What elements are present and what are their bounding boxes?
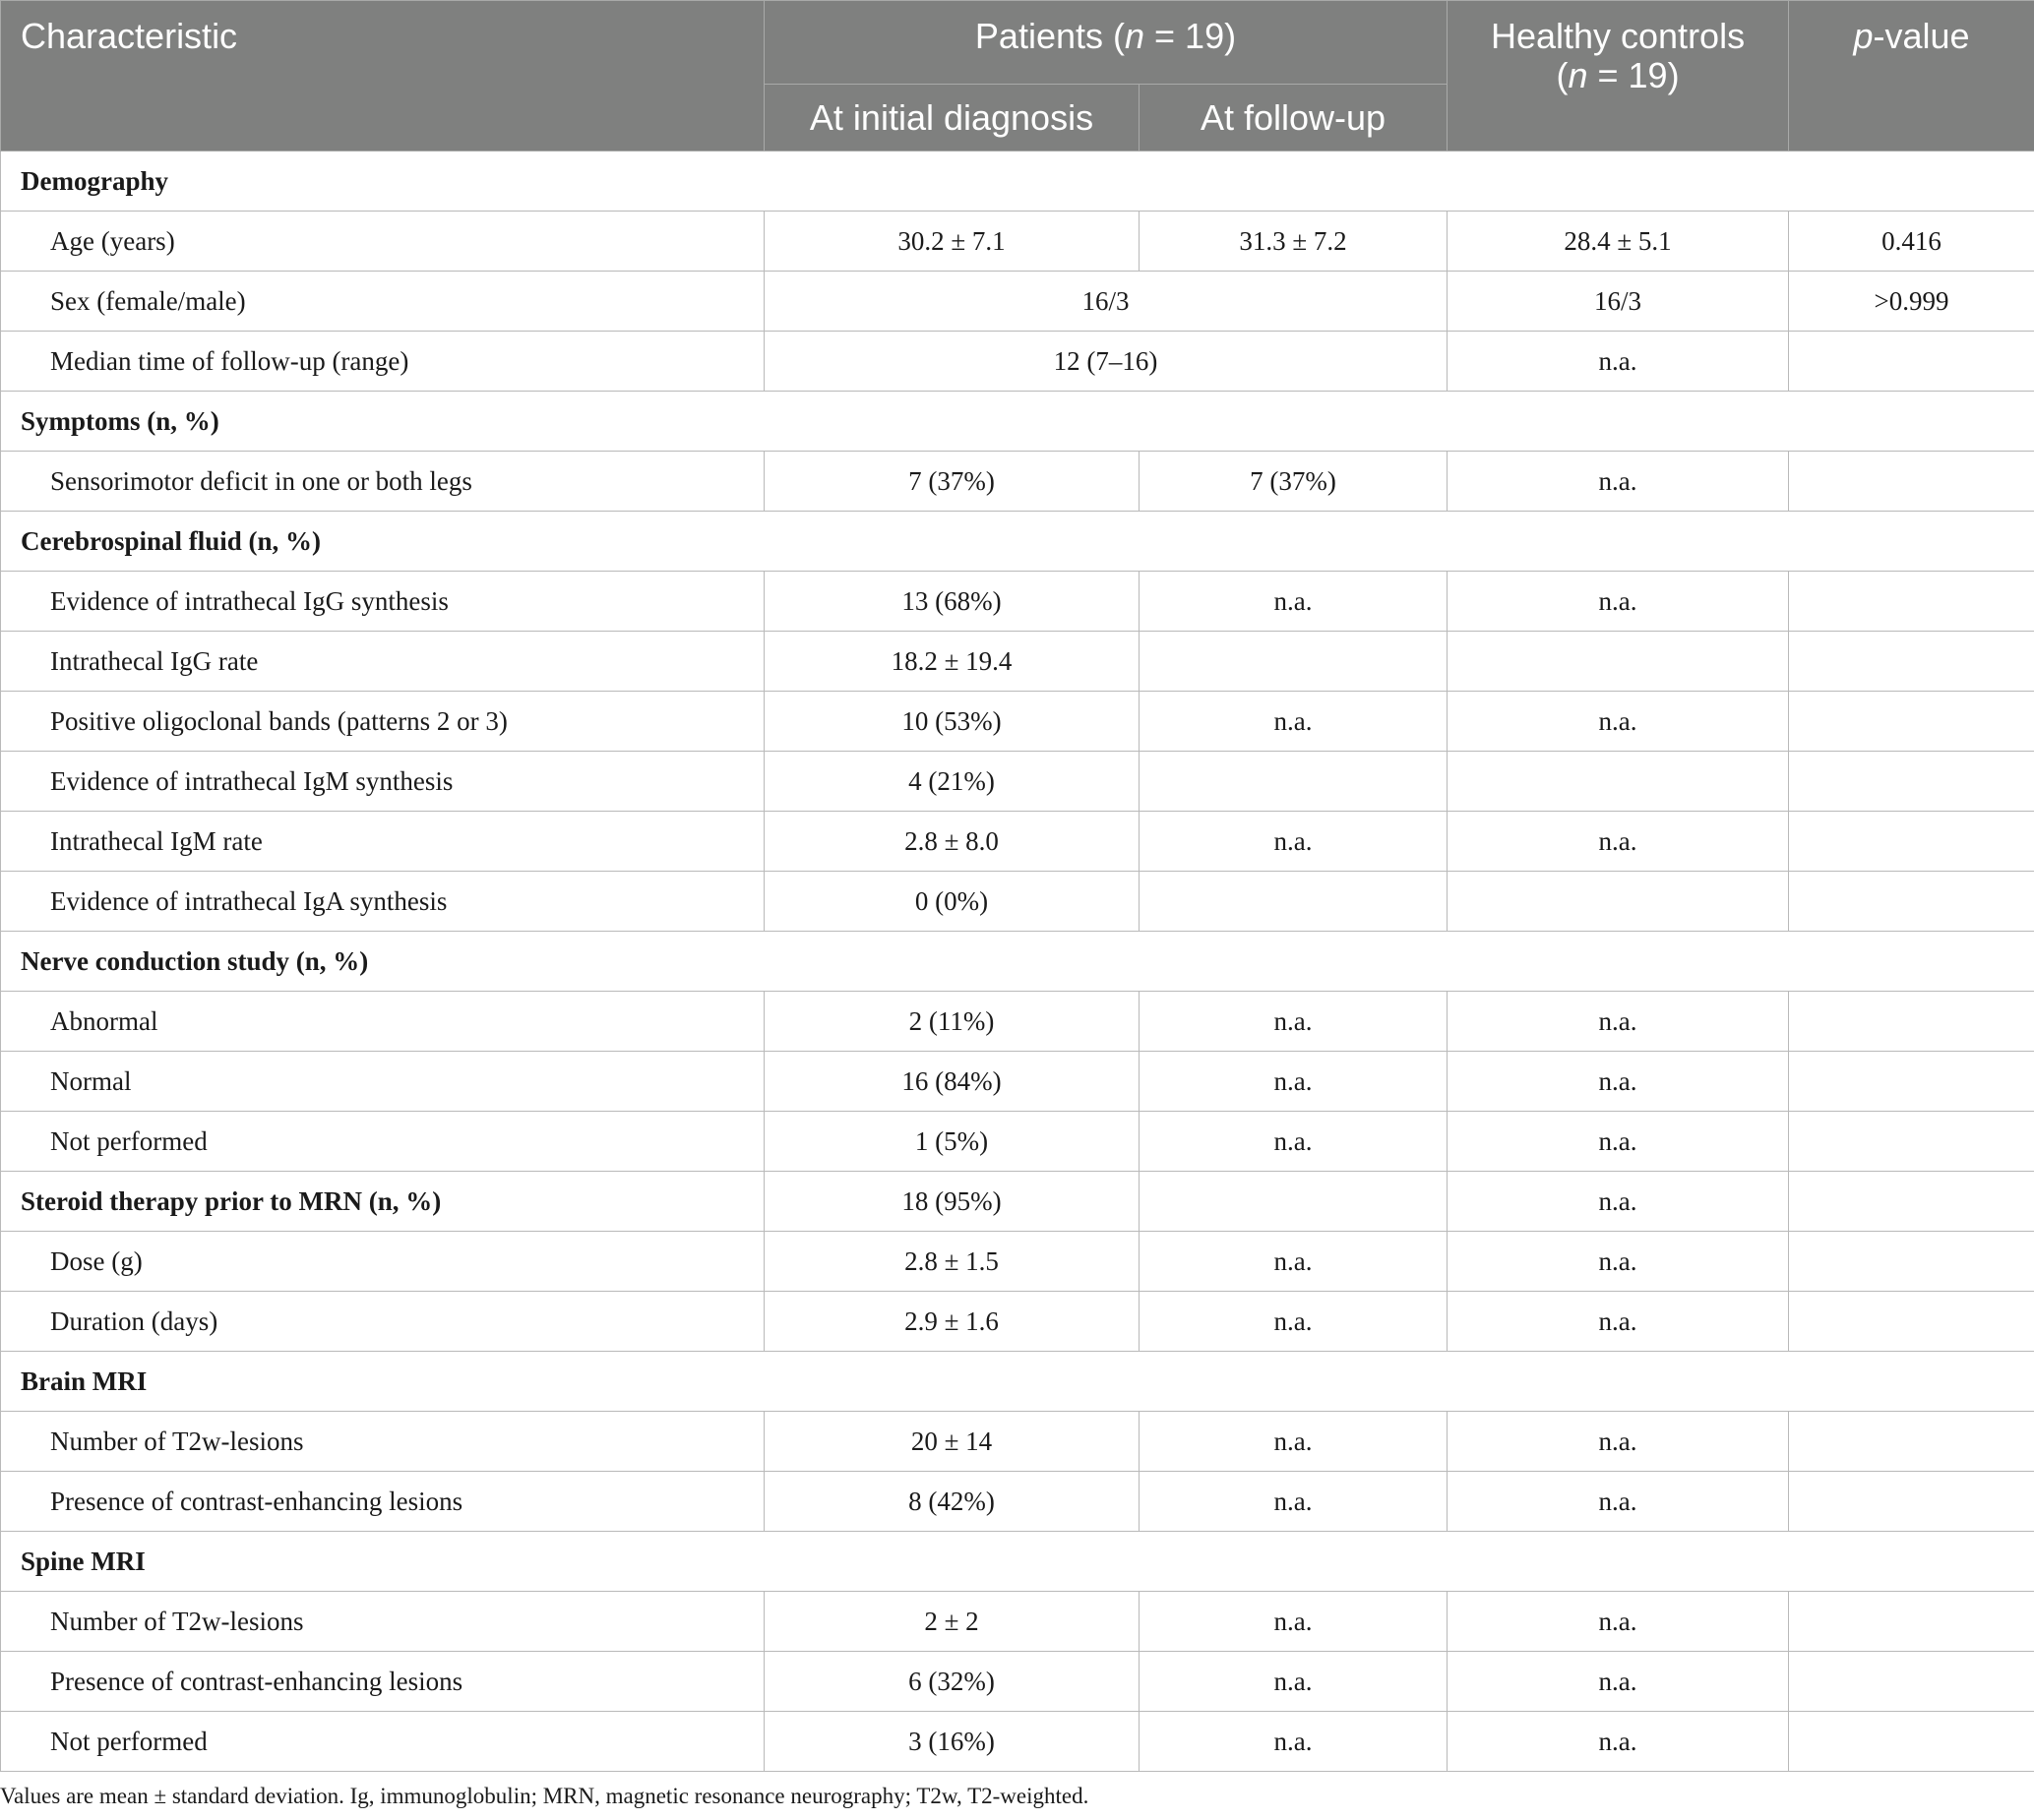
cell-p-value (1789, 632, 2034, 692)
header-controls-n: n (1568, 55, 1588, 95)
cell-follow-up: 31.3 ± 7.2 (1140, 212, 1448, 272)
section-row (1, 1532, 2034, 1592)
cell-p-value (1789, 1052, 2034, 1112)
row-label: Duration (days) (1, 1292, 765, 1352)
cell-follow-up: n.a. (1140, 1412, 1448, 1472)
cell-follow-up (1140, 872, 1448, 932)
cell-follow-up (1140, 1172, 1448, 1232)
cell-follow-up: n.a. (1140, 692, 1448, 752)
section-label: Cerebrospinal fluid (n, %) (1, 512, 2034, 572)
cell-p-value: 0.416 (1789, 212, 2034, 272)
row-label: Intrathecal IgG rate (1, 632, 765, 692)
table-row (1, 1592, 2034, 1652)
cell-p-value (1789, 1592, 2034, 1652)
cell-follow-up: n.a. (1140, 1232, 1448, 1292)
header-p-rest: -value (1873, 16, 1970, 56)
row-label: Abnormal (1, 992, 765, 1052)
section-label: Symptoms (n, %) (1, 392, 2034, 452)
cell-healthy-controls: n.a. (1448, 812, 1789, 872)
cell-p-value (1789, 812, 2034, 872)
cell-p-value (1789, 692, 2034, 752)
cell-follow-up: n.a. (1140, 1592, 1448, 1652)
header-follow-up: At follow-up (1140, 85, 1448, 152)
cell-initial-diagnosis: 1 (5%) (765, 1112, 1140, 1172)
cell-healthy-controls: n.a. (1448, 1472, 1789, 1532)
cell-p-value (1789, 572, 2034, 632)
section-row (1, 1352, 2034, 1412)
row-label: Sensorimotor deficit in one or both legs (1, 452, 765, 512)
cell-initial-diagnosis: 2.8 ± 1.5 (765, 1232, 1140, 1292)
cell-p-value (1789, 872, 2034, 932)
table-row (1, 692, 2034, 752)
table-row (1, 1712, 2034, 1772)
cell-p-value (1789, 752, 2034, 812)
section-row (1, 152, 2034, 212)
header-controls-line1: Healthy controls (1490, 16, 1746, 56)
cell-follow-up (1140, 632, 1448, 692)
cell-healthy-controls: n.a. (1448, 1052, 1789, 1112)
cell-healthy-controls (1448, 632, 1789, 692)
section-row (1, 512, 2034, 572)
cell-initial-diagnosis: 0 (0%) (765, 872, 1140, 932)
header-controls-post: = 19) (1587, 55, 1680, 95)
cell-healthy-controls: n.a. (1448, 1292, 1789, 1352)
header-row-top (1, 1, 2034, 85)
table-row (1, 872, 2034, 932)
cell-healthy-controls: n.a. (1448, 1172, 1789, 1232)
cell-healthy-controls: n.a. (1448, 992, 1789, 1052)
cell-p-value (1789, 1292, 2034, 1352)
row-label: Normal (1, 1052, 765, 1112)
header-patients (765, 1, 1448, 85)
cell-p-value (1789, 1472, 2034, 1532)
cell-patients: 12 (7–16) (765, 332, 1448, 392)
cell-follow-up: n.a. (1140, 1712, 1448, 1772)
cell-p-value (1789, 1172, 2034, 1232)
cell-p-value (1789, 1652, 2034, 1712)
row-label: Evidence of intrathecal IgM synthesis (1, 752, 765, 812)
table-row (1, 1412, 2034, 1472)
cell-initial-diagnosis: 20 ± 14 (765, 1412, 1140, 1472)
cell-initial-diagnosis: 2 (11%) (765, 992, 1140, 1052)
row-label: Dose (g) (1, 1232, 765, 1292)
table-row (1, 572, 2034, 632)
cell-initial-diagnosis: 18.2 ± 19.4 (765, 632, 1140, 692)
cell-initial-diagnosis: 10 (53%) (765, 692, 1140, 752)
cell-initial-diagnosis: 16 (84%) (765, 1052, 1140, 1112)
cell-follow-up: n.a. (1140, 572, 1448, 632)
cell-follow-up: n.a. (1140, 1112, 1448, 1172)
cell-p-value (1789, 1232, 2034, 1292)
cell-follow-up: n.a. (1140, 1472, 1448, 1532)
cell-healthy-controls: n.a. (1448, 1652, 1789, 1712)
cell-healthy-controls (1448, 752, 1789, 812)
header-controls-pre: ( (1556, 55, 1569, 95)
table-row (1, 1112, 2034, 1172)
table-row (1, 1232, 2034, 1292)
cell-healthy-controls: n.a. (1448, 1232, 1789, 1292)
cell-healthy-controls: n.a. (1448, 452, 1789, 512)
row-label: Median time of follow-up (range) (1, 332, 765, 392)
section-label: Spine MRI (1, 1532, 2034, 1592)
table-row (1, 752, 2034, 812)
cell-follow-up (1140, 752, 1448, 812)
cell-healthy-controls: n.a. (1448, 1712, 1789, 1772)
cell-healthy-controls (1448, 872, 1789, 932)
cell-initial-diagnosis: 2.9 ± 1.6 (765, 1292, 1140, 1352)
cell-initial-diagnosis: 6 (32%) (765, 1652, 1140, 1712)
cell-p-value (1789, 452, 2034, 512)
cell-follow-up: n.a. (1140, 992, 1448, 1052)
table-row (1, 1472, 2034, 1532)
header-patients-n: n (1125, 16, 1145, 56)
row-label: Evidence of intrathecal IgA synthesis (1, 872, 765, 932)
table-row (1, 332, 2034, 392)
cell-initial-diagnosis: 7 (37%) (765, 452, 1140, 512)
table-row (1, 272, 2034, 332)
table-row (1, 1292, 2034, 1352)
cell-healthy-controls: n.a. (1448, 1112, 1789, 1172)
header-initial-diagnosis: At initial diagnosis (765, 85, 1140, 152)
row-label: Number of T2w-lesions (1, 1412, 765, 1472)
table-header (1, 1, 2034, 152)
cell-initial-diagnosis: 4 (21%) (765, 752, 1140, 812)
row-label: Presence of contrast-enhancing lesions (1, 1472, 765, 1532)
cell-initial-diagnosis: 8 (42%) (765, 1472, 1140, 1532)
table-footnote: Values are mean ± standard deviation. Ig, immunoglobulin; MRN, magnetic resonance neurography; T2w, T2-weighted. (0, 1784, 1089, 1808)
row-label: Positive oligoclonal bands (patterns 2 or 3) (1, 692, 765, 752)
cell-initial-diagnosis: 30.2 ± 7.1 (765, 212, 1140, 272)
cell-follow-up: n.a. (1140, 1292, 1448, 1352)
cell-healthy-controls: 28.4 ± 5.1 (1448, 212, 1789, 272)
section-row (1, 932, 2034, 992)
section-label: Demography (1, 152, 2034, 212)
cell-p-value (1789, 992, 2034, 1052)
cell-healthy-controls: n.a. (1448, 692, 1789, 752)
cell-initial-diagnosis: 3 (16%) (765, 1712, 1140, 1772)
header-p-value (1789, 1, 2034, 152)
header-patients-post: = 19) (1144, 16, 1237, 56)
row-label: Not performed (1, 1712, 765, 1772)
row-label: Intrathecal IgM rate (1, 812, 765, 872)
section-label: Nerve conduction study (n, %) (1, 932, 2034, 992)
cell-healthy-controls: 16/3 (1448, 272, 1789, 332)
section-row (1, 392, 2034, 452)
header-p-italic: p (1853, 16, 1874, 56)
cell-follow-up: n.a. (1140, 1652, 1448, 1712)
table-row (1, 1052, 2034, 1112)
cell-p-value: >0.999 (1789, 272, 2034, 332)
cell-patients: 16/3 (765, 272, 1448, 332)
cell-initial-diagnosis: 13 (68%) (765, 572, 1140, 632)
cell-follow-up: n.a. (1140, 1052, 1448, 1112)
header-healthy-controls (1448, 1, 1789, 152)
cell-initial-diagnosis: 2 ± 2 (765, 1592, 1140, 1652)
table-row (1, 812, 2034, 872)
row-label: Presence of contrast-enhancing lesions (1, 1652, 765, 1712)
table-row (1, 1652, 2034, 1712)
header-patients-pre: Patients ( (974, 16, 1125, 56)
cell-p-value (1789, 1112, 2034, 1172)
cell-p-value (1789, 1412, 2034, 1472)
row-label: Not performed (1, 1112, 765, 1172)
row-label: Evidence of intrathecal IgG synthesis (1, 572, 765, 632)
cell-follow-up: 7 (37%) (1140, 452, 1448, 512)
cell-p-value (1789, 1712, 2034, 1772)
row-label: Age (years) (1, 212, 765, 272)
table-row (1, 632, 2034, 692)
table-row (1, 992, 2034, 1052)
table-row (1, 212, 2034, 272)
table-row (1, 452, 2034, 512)
section-label: Steroid therapy prior to MRN (n, %) (1, 1172, 765, 1232)
cell-initial-diagnosis: 18 (95%) (765, 1172, 1140, 1232)
cell-healthy-controls: n.a. (1448, 572, 1789, 632)
cell-p-value (1789, 332, 2034, 392)
cell-healthy-controls: n.a. (1448, 332, 1789, 392)
header-characteristic: Characteristic (1, 1, 765, 152)
section-label: Brain MRI (1, 1352, 2034, 1412)
row-label: Sex (female/male) (1, 272, 765, 332)
table-body (1, 152, 2034, 1772)
row-label: Number of T2w-lesions (1, 1592, 765, 1652)
table-row (1, 1172, 2034, 1232)
cell-healthy-controls: n.a. (1448, 1592, 1789, 1652)
cell-initial-diagnosis: 2.8 ± 8.0 (765, 812, 1140, 872)
cell-healthy-controls: n.a. (1448, 1412, 1789, 1472)
cell-follow-up: n.a. (1140, 812, 1448, 872)
